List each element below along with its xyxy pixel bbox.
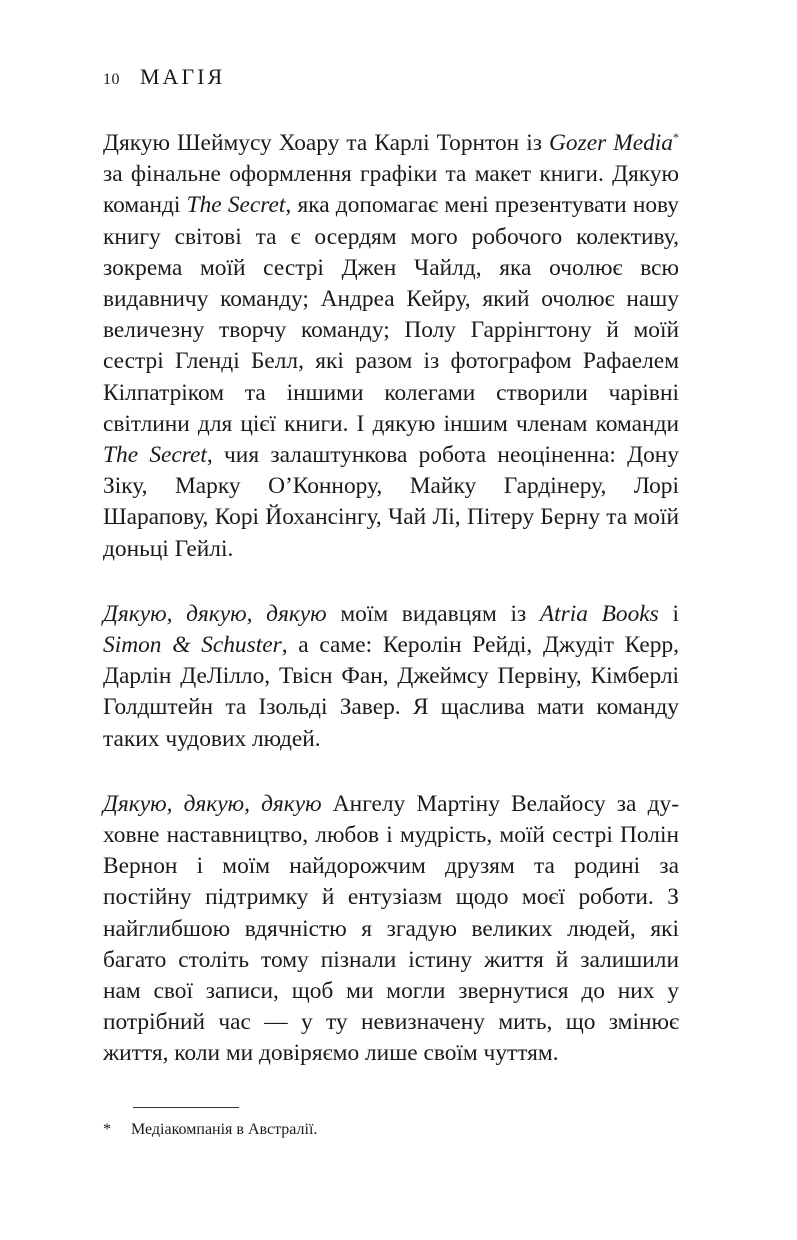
running-head — [103, 64, 225, 90]
footnote-text: Медіакомпанія в Австралії. — [131, 1121, 318, 1138]
text-run: і — [658, 600, 679, 627]
text-run: , а саме: Керолін Рейді, Джудіт Керр, Дарлін ДеЛілло, Твісн Фан, Джеймсу Первіну, Кімберлі Голдштейн та Ізольді Завер. Я щаслива мати команду таких чудових людей. — [103, 632, 679, 752]
text-run: , чия залаштункова робота неоціненна: Дону Зіку, Марку О’Коннору, Майку Гардінеру, Лорі Шарапову, Корі Йохансінгу, Чай Лі, Пітеру Берну та моїй доньці Гейлі. — [103, 442, 679, 562]
footnote-marker: * — [103, 1121, 111, 1138]
book-title: МАГІЯ — [140, 64, 226, 89]
italic-text: Atria Books — [539, 600, 659, 627]
italic-text: Дякую, дякую, дякую — [103, 600, 327, 627]
paragraph-acknowledgements-mentors — [103, 789, 679, 1070]
body-text — [103, 128, 679, 1104]
paragraph-acknowledgements-publishers — [103, 599, 679, 755]
italic-text: Simon & Schuster — [103, 632, 282, 659]
footnote-divider — [133, 1107, 239, 1108]
paragraph-acknowledgements-team — [103, 128, 679, 565]
text-run: Ангелу Мартіну Велайосу за духовне наставництво, любов і мудрість, моїй сестрі Полін Вернон і моїм найдорожчим друзям та родині за постійну підтримку й ентузіазм щодо моєї роботи. З найглибшою вдячністю я згадую великих людей, які багато століть тому пізнали істину життя й залишили нам свої записи, щоб ми могли звернутися до них у потрібний час — у ту невизначену мить, що змінює життя, коли ми довіряємо лише своїм чуттям. — [103, 790, 679, 1067]
text-run: , яка допомагає мені презентувати нову книгу світові та є осердям мого робочого колективу, зокрема моїй сестрі Джен Чайлд, яка очолює всю видавничу команду; Андреа Кейру, який очолює нашу величезну творчу команду; Полу Гаррінгтону й моїй сестрі Гленді Белл, які разом із фотографом Рафаелем Кілпатріком та іншими колегами створили чарівні світлини для цієї книги. І дякую іншим членам команди — [103, 192, 680, 437]
text-run: моїм видавцям із — [326, 600, 540, 627]
italic-text: Дякую, дякую, дякую — [103, 790, 322, 817]
footnote — [103, 1121, 317, 1139]
footnote-reference: * — [673, 130, 679, 145]
text-run: за фінальне оформлення графіки та макет книги. Дякую команді — [103, 161, 679, 219]
page-number: 10 — [103, 71, 120, 88]
italic-text: Gozer Media — [549, 130, 673, 156]
italic-text: The Secret — [186, 192, 286, 219]
text-run: Дякую Шеймусу Хоару та Карлі Торнтон із — [103, 130, 550, 156]
italic-text: The Secret — [103, 442, 207, 469]
